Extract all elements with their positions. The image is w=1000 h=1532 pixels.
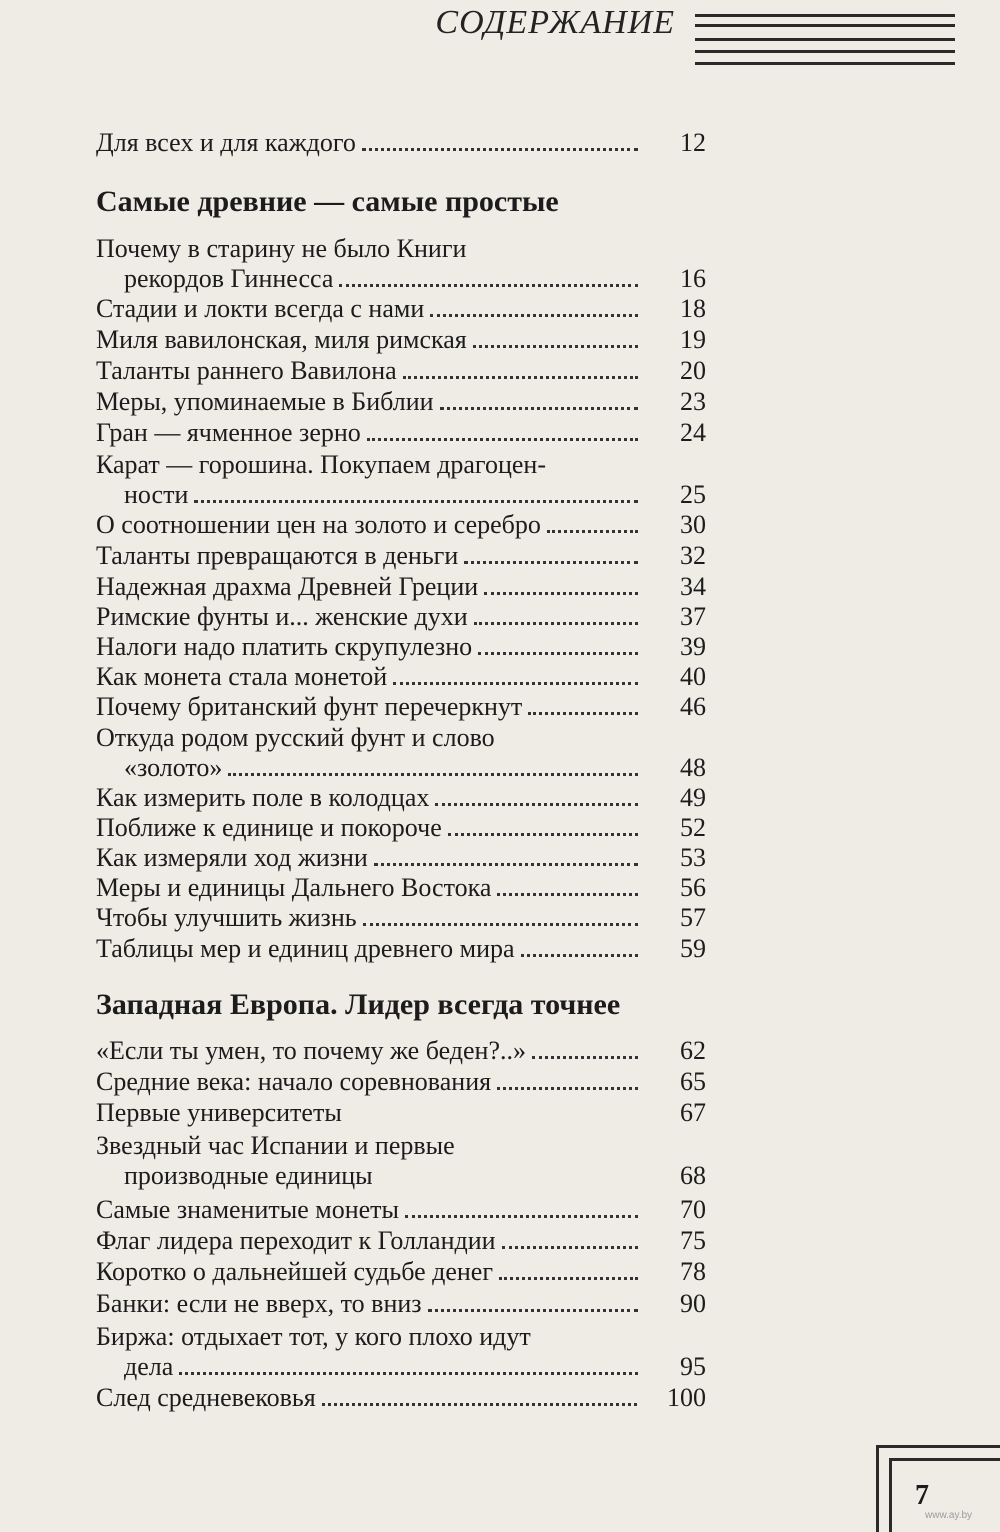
- toc-entry[interactable]: [96, 602, 706, 632]
- page-number: 7: [915, 1480, 929, 1511]
- toc-entry-title: Меры, упоминаемые в Библии: [96, 387, 434, 416]
- toc-entry-title: производные единицы: [124, 1161, 373, 1190]
- toc-page-number: 53: [680, 843, 706, 872]
- header-rule-5: [695, 62, 955, 65]
- leader-dots: [521, 948, 638, 957]
- toc-page-number: 49: [680, 783, 706, 812]
- footer-rule-vertical: [876, 1445, 879, 1532]
- footer-rule-horizontal-inner: [889, 1458, 1000, 1461]
- toc-page-number: 57: [680, 903, 706, 932]
- toc-page-number: 39: [680, 632, 706, 661]
- toc-page-number: 78: [680, 1257, 706, 1286]
- toc-page-number: 34: [680, 572, 706, 601]
- toc-entry-title: Чтобы улучшить жизнь: [96, 903, 357, 932]
- toc-entry-title: «золото»: [124, 753, 223, 782]
- leader-dots: [502, 1240, 638, 1249]
- toc-entry-title: Римские фунты и... женские духи: [96, 602, 468, 631]
- toc-page-number: 75: [680, 1226, 706, 1255]
- toc-entry[interactable]: [96, 843, 706, 873]
- toc-entry[interactable]: [96, 692, 706, 722]
- toc-page-number: 52: [680, 813, 706, 842]
- toc-page-number: 20: [680, 356, 706, 385]
- toc-page-number: 46: [680, 692, 706, 721]
- toc-entry[interactable]: [96, 356, 706, 386]
- toc-entry[interactable]: [96, 1067, 706, 1097]
- toc-page-number: 48: [680, 753, 706, 782]
- toc-entry[interactable]: [96, 418, 706, 448]
- toc-page-number: 65: [680, 1067, 706, 1096]
- toc-entry-title: Надежная драхма Древней Греции: [96, 572, 479, 601]
- toc-page-number: 16: [680, 264, 706, 293]
- toc-entry[interactable]: [96, 662, 706, 692]
- leader-dots: [228, 767, 638, 776]
- leader-dots: [393, 676, 638, 685]
- toc-entry-title: дела: [124, 1352, 174, 1381]
- leader-dots: [448, 827, 638, 836]
- toc-entry[interactable]: [96, 1289, 706, 1319]
- toc-entry[interactable]: [96, 1195, 706, 1225]
- toc-page-number: 37: [680, 602, 706, 631]
- toc-entry[interactable]: [96, 1226, 706, 1256]
- toc-entry-title: Меры и единицы Дальнего Востока: [96, 873, 492, 902]
- toc-page-number: 68: [680, 1161, 706, 1190]
- toc-entry[interactable]: [96, 813, 706, 843]
- leader-dots: [474, 616, 638, 625]
- leader-dots: [473, 339, 638, 348]
- toc-page-number: 24: [680, 418, 706, 447]
- leader-dots: [478, 646, 638, 655]
- leader-dots: [405, 1209, 638, 1218]
- footer-rule-horizontal: [876, 1445, 1000, 1448]
- footer-rule-vertical-inner: [889, 1458, 892, 1532]
- toc-entry-title: ности: [124, 480, 189, 509]
- toc-entry-title: Стадии и локти всегда с нами: [96, 294, 425, 323]
- toc-entry-title-line1: Откуда родом русский фунт и слово: [96, 723, 495, 752]
- leader-dots: [435, 797, 638, 806]
- leader-dots: [464, 555, 638, 564]
- toc-entry-title: Как измеряли ход жизни: [96, 843, 368, 872]
- toc-entry-title: Поближе к единице и покороче: [96, 813, 442, 842]
- toc-entry-title-line1: Карат — горошина. Покупаем драгоцен-: [96, 450, 546, 479]
- leader-dots: [547, 524, 638, 533]
- toc-entry[interactable]: [96, 1383, 706, 1413]
- toc-page-number: 40: [680, 662, 706, 691]
- toc-entry-title: Почему британский фунт перечеркнут: [96, 692, 523, 721]
- toc-entry-title: Таблицы мер и единиц древнего мира: [96, 934, 515, 963]
- leader-dots: [403, 370, 638, 379]
- leader-dots: [194, 494, 638, 503]
- toc-entry-title: Таланты превращаются в деньги: [96, 541, 459, 570]
- toc-entry-title: Как измерить поле в колодцах: [96, 783, 430, 812]
- toc-page-number: 18: [680, 294, 706, 323]
- toc-entry-title-line1: Биржа: отдыхает тот, у кого плохо идут: [96, 1322, 531, 1351]
- toc-entry-title: Первые университеты: [96, 1098, 342, 1127]
- toc-entry[interactable]: [96, 632, 706, 662]
- watermark: www.ay.by: [925, 1510, 973, 1521]
- toc-entry[interactable]: [96, 1257, 706, 1287]
- toc-page-number: 23: [680, 387, 706, 416]
- toc-page-number: 62: [680, 1036, 706, 1065]
- leader-dots: [497, 1081, 638, 1090]
- header-rule-1: [695, 14, 955, 17]
- leader-dots: [367, 432, 638, 441]
- toc-page-number: 12: [680, 128, 706, 157]
- leader-dots: [322, 1397, 637, 1406]
- toc-entry-title: О соотношении цен на золото и серебро: [96, 510, 541, 539]
- leader-dots: [179, 1366, 638, 1375]
- toc-entry-title: Гран — ячменное зерно: [96, 418, 361, 447]
- toc-entry-title: Коротко о дальнейшей судьбе денег: [96, 1257, 494, 1286]
- toc-entry[interactable]: [96, 1098, 706, 1128]
- toc-entry-title: След средневековья: [96, 1383, 316, 1412]
- toc-entry[interactable]: [96, 1036, 706, 1066]
- toc-page-number: 32: [680, 541, 706, 570]
- toc-entry-title: Средние века: начало соревнования: [96, 1067, 492, 1096]
- section-heading: Самые древние — самые простые: [96, 185, 559, 218]
- toc-page-number: 95: [680, 1352, 706, 1381]
- leader-dots: [440, 401, 638, 410]
- toc-entry[interactable]: [96, 723, 706, 783]
- leader-dots: [428, 1303, 638, 1312]
- leader-dots: [484, 586, 638, 595]
- toc-page-number: 56: [680, 873, 706, 902]
- header-rule-2: [695, 24, 955, 27]
- toc-entry-title: рекордов Гиннесса: [124, 264, 334, 293]
- page-title: СОДЕРЖАНИЕ: [435, 4, 675, 41]
- toc-entry-title: Самые знаменитые монеты: [96, 1195, 399, 1224]
- toc-entry[interactable]: [96, 387, 706, 417]
- toc-page-number: 100: [667, 1383, 706, 1412]
- toc-entry[interactable]: [96, 873, 706, 903]
- header-rule-3: [695, 38, 955, 41]
- leader-dots: [379, 1175, 638, 1184]
- toc-entry-title: Как монета стала монетой: [96, 662, 388, 691]
- leader-dots: [497, 887, 638, 896]
- toc-entry-title: Миля вавилонская, миля римская: [96, 325, 467, 354]
- leader-dots: [374, 857, 638, 866]
- header-rule-4: [695, 50, 955, 53]
- leader-dots: [430, 308, 638, 317]
- toc-entry-title: Налоги надо платить скрупулезно: [96, 632, 473, 661]
- toc-entry[interactable]: [96, 903, 706, 933]
- toc-entry-title-line1: Почему в старину не было Книги: [96, 234, 467, 263]
- toc-entry[interactable]: [96, 325, 706, 355]
- leader-dots: [499, 1271, 638, 1280]
- toc-entry[interactable]: [96, 510, 706, 540]
- toc-page-number: 25: [680, 480, 706, 509]
- toc-page-number: 59: [680, 934, 706, 963]
- toc-entry-title-line1: Звездный час Испании и первые: [96, 1131, 455, 1160]
- leader-dots: [339, 278, 638, 287]
- toc-entry-title: «Если ты умен, то почему же беден?..»: [96, 1036, 527, 1065]
- leader-dots: [362, 142, 638, 151]
- leader-dots: [348, 1112, 638, 1121]
- leader-dots: [532, 1050, 638, 1059]
- section-heading: Западная Европа. Лидер всегда точнее: [96, 988, 621, 1021]
- leader-dots: [528, 706, 638, 715]
- toc-page-number: 70: [680, 1195, 706, 1224]
- toc-entry-title: Для всех и для каждого: [96, 128, 356, 157]
- toc-entry[interactable]: [96, 541, 706, 571]
- toc-entry[interactable]: [96, 783, 706, 813]
- leader-dots: [363, 917, 638, 926]
- toc-entry[interactable]: [96, 572, 706, 602]
- toc-entry[interactable]: [96, 294, 706, 324]
- toc-entry[interactable]: [96, 1131, 706, 1191]
- toc-entry-title: Банки: если не вверх, то вниз: [96, 1289, 422, 1318]
- toc-entry-title: Таланты раннего Вавилона: [96, 356, 397, 385]
- toc-entry[interactable]: [96, 1322, 706, 1382]
- toc-page-number: 67: [680, 1098, 706, 1127]
- toc-entry[interactable]: [96, 934, 706, 964]
- toc-page-number: 90: [680, 1289, 706, 1318]
- toc-page-number: 19: [680, 325, 706, 354]
- toc-entry-intro[interactable]: [96, 128, 706, 158]
- toc-entry[interactable]: [96, 234, 706, 294]
- toc-entry-title: Флаг лидера переходит к Голландии: [96, 1226, 496, 1255]
- toc-page-number: 30: [680, 510, 706, 539]
- toc-entry[interactable]: [96, 450, 706, 510]
